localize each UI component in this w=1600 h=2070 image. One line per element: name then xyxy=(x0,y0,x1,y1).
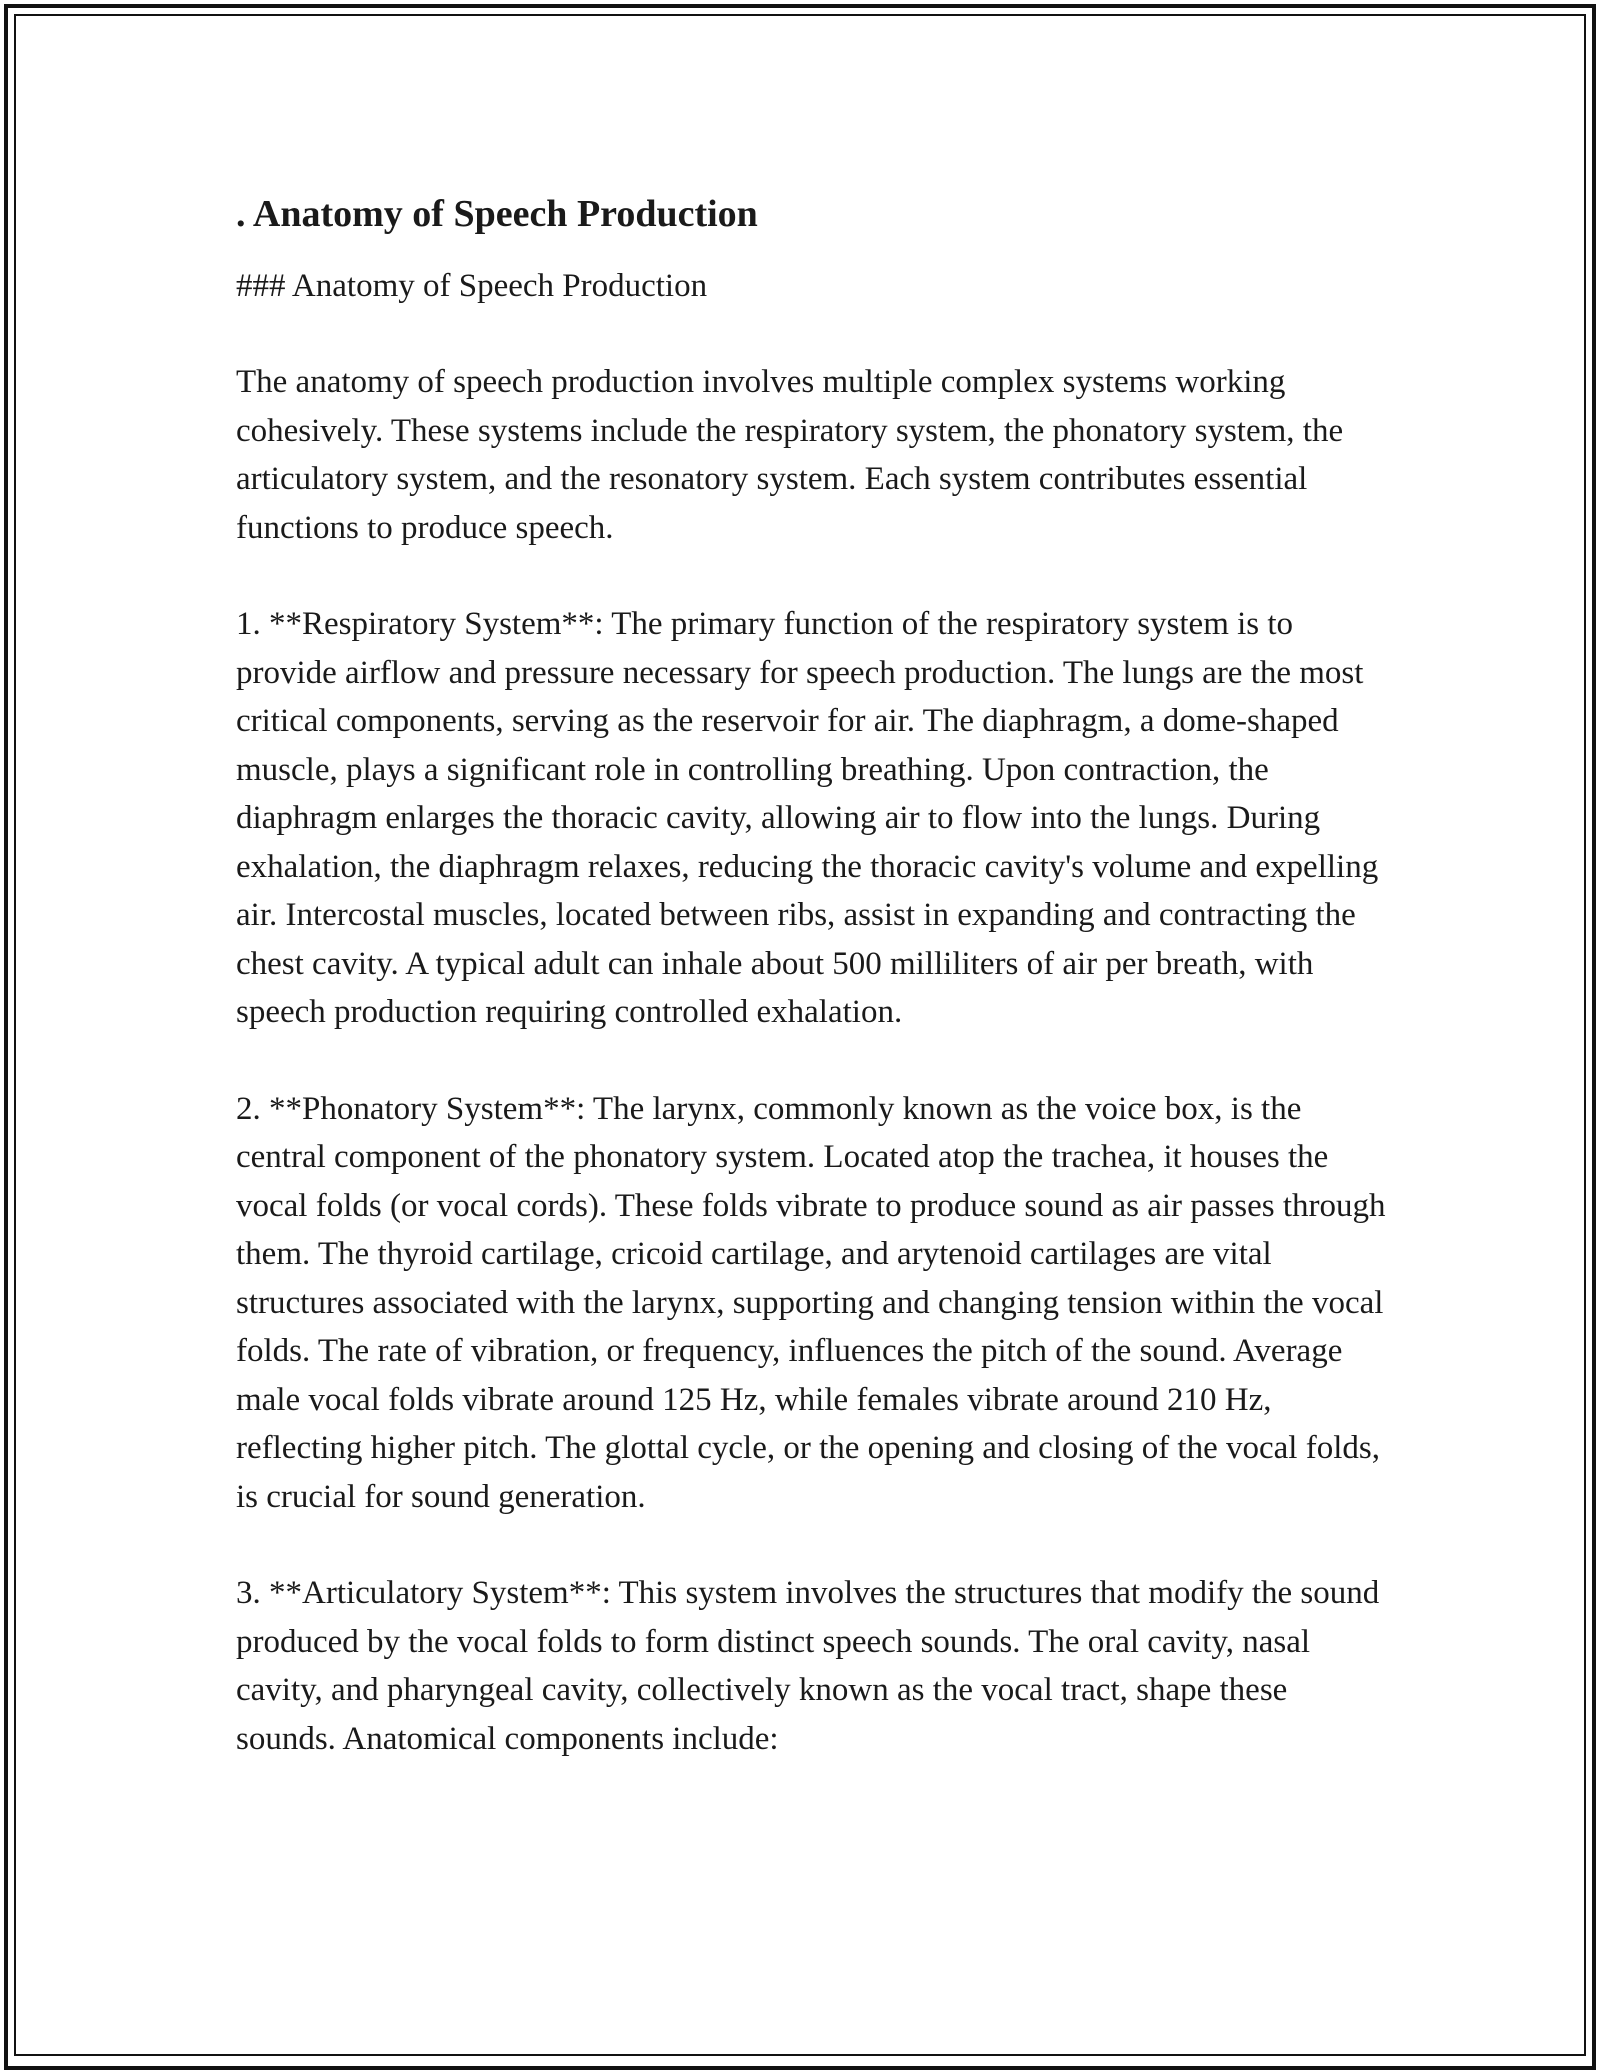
section-heading: . Anatomy of Speech Production xyxy=(236,193,758,235)
markdown-subheading: ### Anatomy of Speech Production xyxy=(236,268,708,304)
document-body xyxy=(236,186,1386,1811)
intro-paragraph: The anatomy of speech production involves multiple complex systems working cohesively. These systems include the respiratory system, the phonatory system, the articulatory system, and the resonatory system. Each system contributes essential functions to produce speech. xyxy=(236,364,1344,546)
phonatory-system-paragraph: 2. **Phonatory System**: The larynx, commonly known as the voice box, is the central component of the phonatory system. Located atop the trachea, it houses the vocal folds (or vocal cords). These folds vibrate to produce sound as air passes through them. The thyroid cartilage, cricoid cartilage, and arytenoid cartilages are vital structures associated with the larynx, supporting and changing tension within the vocal folds. The rate of vibration, or frequency, influences the pitch of the sound. Average male vocal folds vibrate around 125 Hz, while females vibrate around 210 Hz, reflecting higher pitch. The glottal cycle, or the opening and closing of the vocal folds, is crucial for sound generation. xyxy=(236,1090,1386,1515)
articulatory-system-paragraph: 3. **Articulatory System**: This system involves the structures that modify the sound produced by the vocal folds to form distinct speech sounds. The oral cavity, nasal cavity, and pharyngeal cavity, collectively known as the vocal tract, shape these sounds. Anatomical components include: xyxy=(236,1575,1380,1757)
respiratory-system-paragraph: 1. **Respiratory System**: The primary function of the respiratory system is to provide airflow and pressure necessary for speech production. The lungs are the most critical components, serving as the reservoir for air. The diaphragm, a dome-shaped muscle, plays a significant role in controlling breathing. Upon contraction, the diaphragm enlarges the thoracic cavity, allowing air to flow into the lungs. During exhalation, the diaphragm relaxes, reducing the thoracic cavity's volume and expelling air. Intercostal muscles, located between ribs, assist in expanding and contracting the chest cavity. A typical adult can inhale about 500 milliliters of air per breath, with speech production requiring controlled exhalation. xyxy=(236,606,1379,1030)
